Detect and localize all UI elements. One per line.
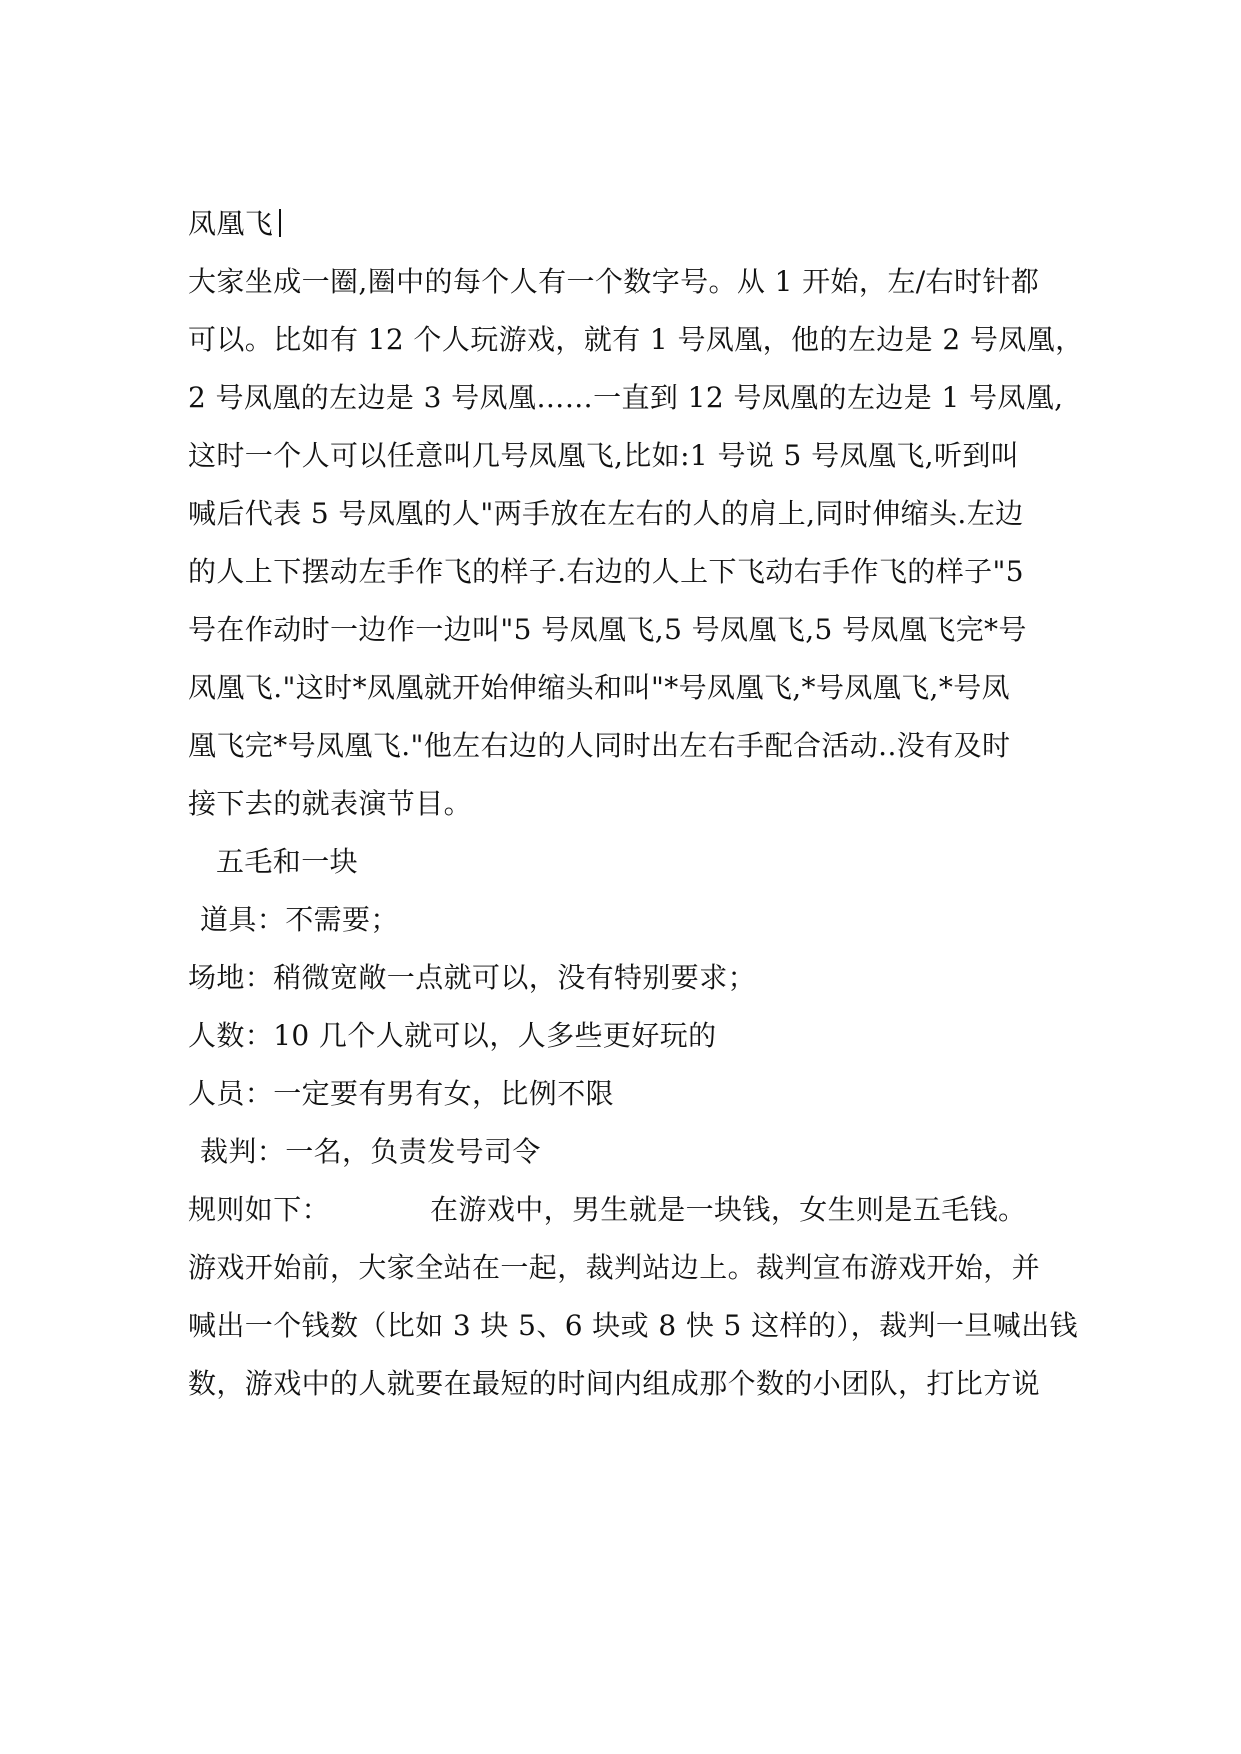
paragraph-line: 数，游戏中的人就要在最短的时间内组成那个数的小团队，打比方说 — [188, 1367, 1041, 1400]
paragraph-line: 喊后代表 5 号凤凰的人"两手放在左右的人的肩上,同时伸缩头.左边 — [188, 497, 1024, 530]
venue-line: 场地：稍微宽敞一点就可以，没有特别要求； — [188, 961, 757, 994]
section-title-money-game: 五毛和一块 — [216, 845, 359, 878]
section-title-phoenix-text: 凤凰飞 — [188, 207, 274, 240]
paragraph-line: 凤凰飞."这时*凤凰就开始伸缩头和叫"*号凤凰飞,*号凤凰飞,*号凤 — [188, 671, 1011, 704]
paragraph-line: 的人上下摆动左手作飞的样子.右边的人上下飞动右手作飞的样子"5 — [188, 555, 1024, 588]
members-line: 人员：一定要有男有女，比例不限 — [188, 1077, 615, 1110]
rules-line — [188, 1192, 1068, 1228]
paragraph-line: 可以。比如有 12 个人玩游戏，就有 1 号凤凰，他的左边是 2 号凤凰， — [188, 323, 1084, 356]
text-cursor — [279, 209, 281, 237]
players-line: 人数：10 几个人就可以，人多些更好玩的 — [188, 1019, 717, 1052]
props-line: 道具：不需要； — [200, 903, 399, 936]
paragraph-line: 2 号凤凰的左边是 3 号凤凰……一直到 12 号凤凰的左边是 1 号凤凰, — [188, 381, 1064, 414]
paragraph-line: 游戏开始前，大家全站在一起，裁判站边上。裁判宣布游戏开始，并 — [188, 1251, 1041, 1284]
section-title-phoenix — [188, 206, 1068, 242]
paragraph-line: 号在作动时一边作一边叫"5 号凤凰飞,5 号凤凰飞,5 号凤凰飞完*号 — [188, 613, 1027, 646]
rules-first-sentence: 在游戏中，男生就是一块钱，女生则是五毛钱。 — [430, 1193, 1027, 1226]
paragraph-line: 接下去的就表演节目。 — [188, 787, 473, 820]
paragraph-line: 喊出一个钱数（比如 3 块 5、6 块或 8 快 5 这样的），裁判一旦喊出钱 — [188, 1309, 1078, 1342]
referee-line: 裁判：一名，负责发号司令 — [200, 1135, 541, 1168]
paragraph-line: 凰飞完*号凤凰飞."他左右边的人同时出左右手配合活动..没有及时 — [188, 729, 1011, 762]
rules-label: 规则如下： — [188, 1193, 331, 1226]
paragraph-line: 这时一个人可以任意叫几号凤凰飞,比如:1 号说 5 号凤凰飞,听到叫 — [188, 439, 1020, 472]
paragraph-line: 大家坐成一圈,圈中的每个人有一个数字号。从 1 开始，左/右时针都 — [188, 265, 1040, 298]
